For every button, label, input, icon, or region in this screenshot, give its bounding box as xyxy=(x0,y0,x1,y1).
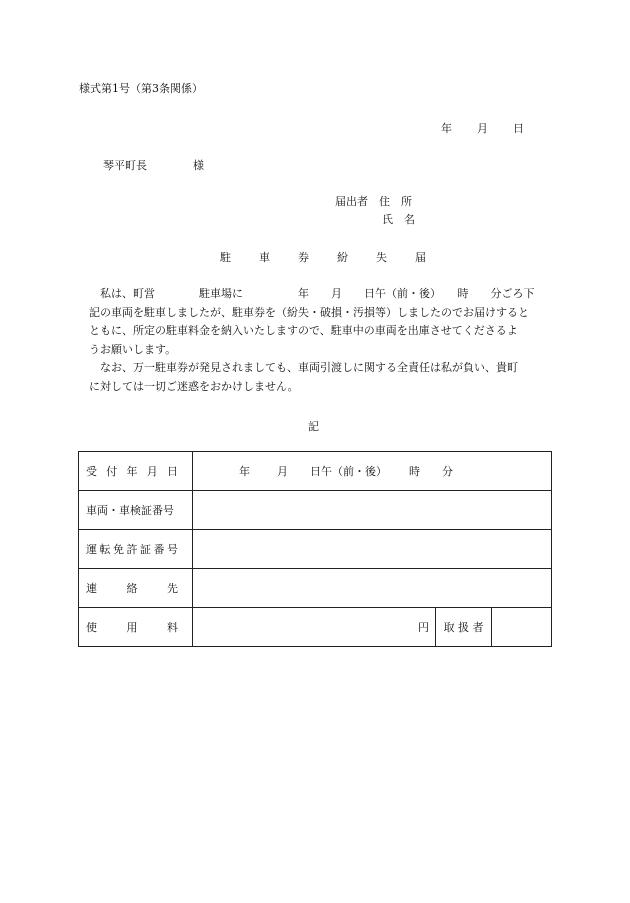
document-title xyxy=(220,249,454,265)
submission-date xyxy=(441,120,524,136)
handler-signature-field[interactable] xyxy=(492,608,552,647)
table-row xyxy=(79,569,552,608)
body-line: なお、万一駐車券が発見されましても、車両引渡しに関する全責任は私が負い、貴町 xyxy=(89,361,518,374)
vehicle-number-field[interactable] xyxy=(193,491,552,530)
date-month-label: 月 xyxy=(477,122,488,135)
reception-date-field[interactable]: 年 月 日午（前・後） 時 分 xyxy=(193,452,552,491)
title-char: 失 xyxy=(376,251,387,264)
table-row xyxy=(79,608,552,647)
body-line: に対しては一切ご迷惑をおかけしません。 xyxy=(89,379,299,393)
title-char: 駐 xyxy=(220,251,231,264)
body-line: うお願いします。 xyxy=(89,342,177,356)
details-table xyxy=(78,451,552,647)
title-char: 届 xyxy=(415,251,426,264)
declaration-body xyxy=(89,285,551,396)
body-line: 記の車両を駐車しましたが、駐車券を（紛失・破損・汚損等）しましたのでお届けすると xyxy=(89,305,529,319)
addressee xyxy=(103,157,204,173)
contact-field[interactable] xyxy=(193,569,552,608)
table-row xyxy=(79,491,552,530)
applicant-address-label: 届出者 住 所 xyxy=(335,195,412,208)
title-char: 券 xyxy=(298,251,309,264)
addressee-suffix: 様 xyxy=(193,159,204,172)
body-line: ともに、所定の駐車料金を納入いたしますので、駐車中の車両を出庫させてくださるよ xyxy=(89,324,518,337)
fee-label: 使 用 料 xyxy=(79,608,193,647)
yen-unit: 円 xyxy=(418,621,429,634)
handler-label: 取 扱 者 xyxy=(436,608,492,647)
title-char: 紛 xyxy=(337,251,348,264)
addressee-name: 琴平町長 xyxy=(103,159,147,172)
form-number: 様式第1号（第3条関係） xyxy=(79,82,203,95)
date-day-label: 日 xyxy=(513,122,524,135)
fee-field[interactable] xyxy=(193,608,436,647)
applicant-name-label: 氏 名 xyxy=(382,213,415,226)
contact-label: 連 絡 先 xyxy=(79,569,193,608)
table-row xyxy=(79,530,552,569)
date-year-label: 年 xyxy=(441,122,452,135)
table-row xyxy=(79,452,552,491)
body-line: 私は、町営 駐車場に 年 月 日午（前・後） 時 分ごろ下 xyxy=(89,287,535,300)
title-char: 車 xyxy=(259,251,270,264)
reception-date-label: 受 付 年 月 日 xyxy=(79,452,193,491)
vehicle-number-label: 車両・車検証番号 xyxy=(79,491,193,530)
license-number-field[interactable] xyxy=(193,530,552,569)
license-number-label: 運 転 免 許 証 番 号 xyxy=(79,530,193,569)
ki-heading: 記 xyxy=(308,420,319,433)
